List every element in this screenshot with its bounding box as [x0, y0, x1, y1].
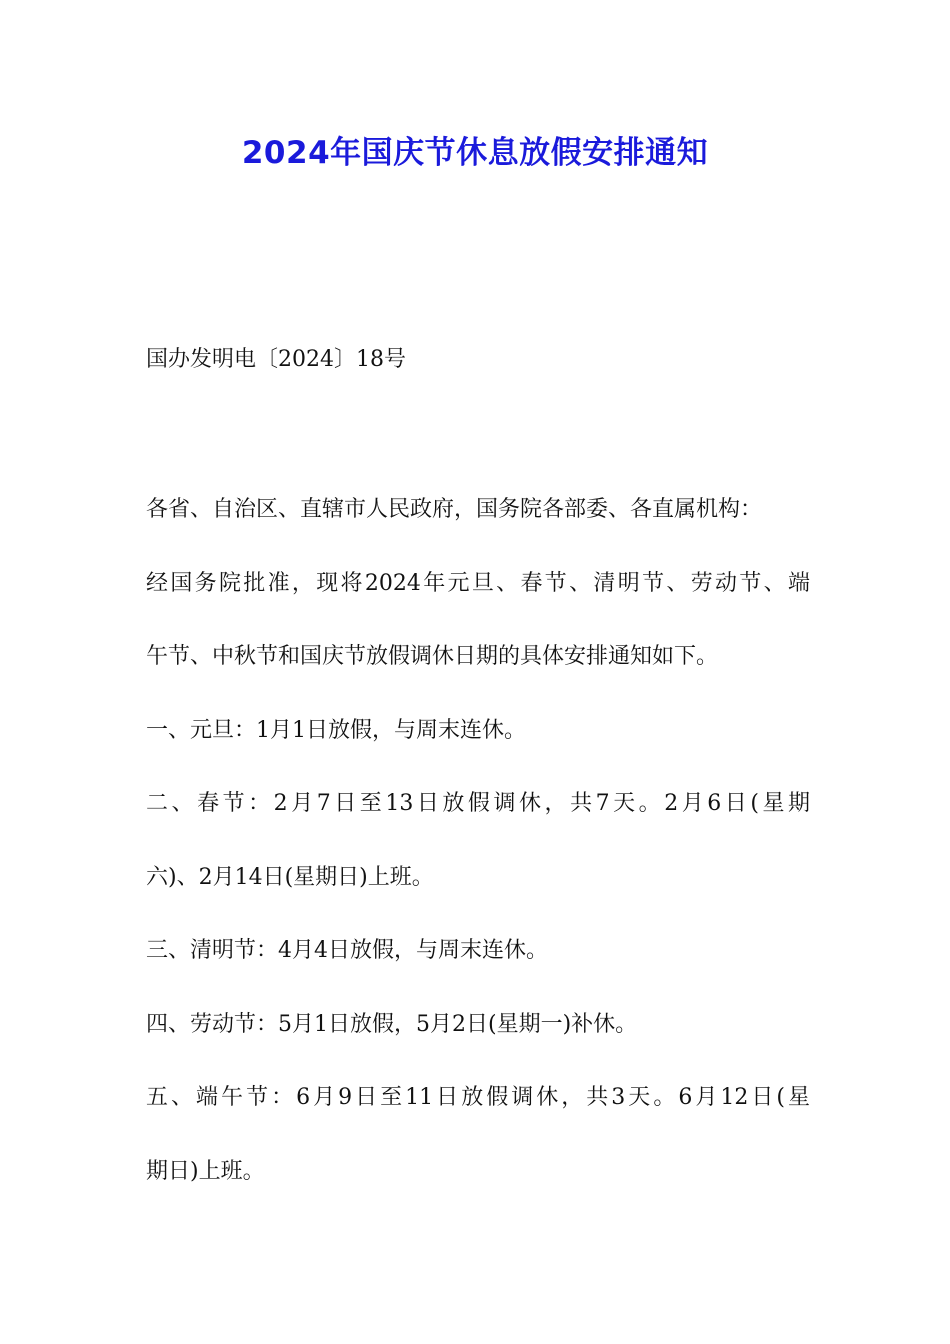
document-body	[146, 490, 810, 1225]
body-line: 六)、2月14日(星期日)上班。	[146, 864, 434, 890]
body-line: 午节、中秋节和国庆节放假调休日期的具体安排通知如下。	[146, 644, 719, 669]
body-line-item-5: 五、端午节：6月9日至11日放假调休，共3天。6月12日(星	[146, 1085, 810, 1110]
document-title: 2024年国庆节休息放假安排通知	[241, 135, 709, 171]
body-line: 期日)上班。	[146, 1158, 265, 1184]
body-line-item-2: 二、春节：2月7日至13日放假调休，共7天。2月6日(星期	[146, 791, 810, 816]
body-line-addressee: 各省、自治区、直辖市人民政府，国务院各部委、各直属机构：	[146, 497, 763, 522]
body-line: 经国务院批准，现将2024年元旦、春节、清明节、劳动节、端	[146, 570, 810, 596]
body-line-item-1: 一、元旦：1月1日放假，与周末连休。	[146, 717, 526, 743]
body-line-item-3: 三、清明节：4月4日放假，与周末连休。	[146, 938, 548, 963]
body-line-item-4: 四、劳动节：5月1日放假，5月2日(星期一)补休。	[146, 1011, 638, 1037]
document-number: 国办发明电〔2024〕18号	[146, 347, 406, 372]
